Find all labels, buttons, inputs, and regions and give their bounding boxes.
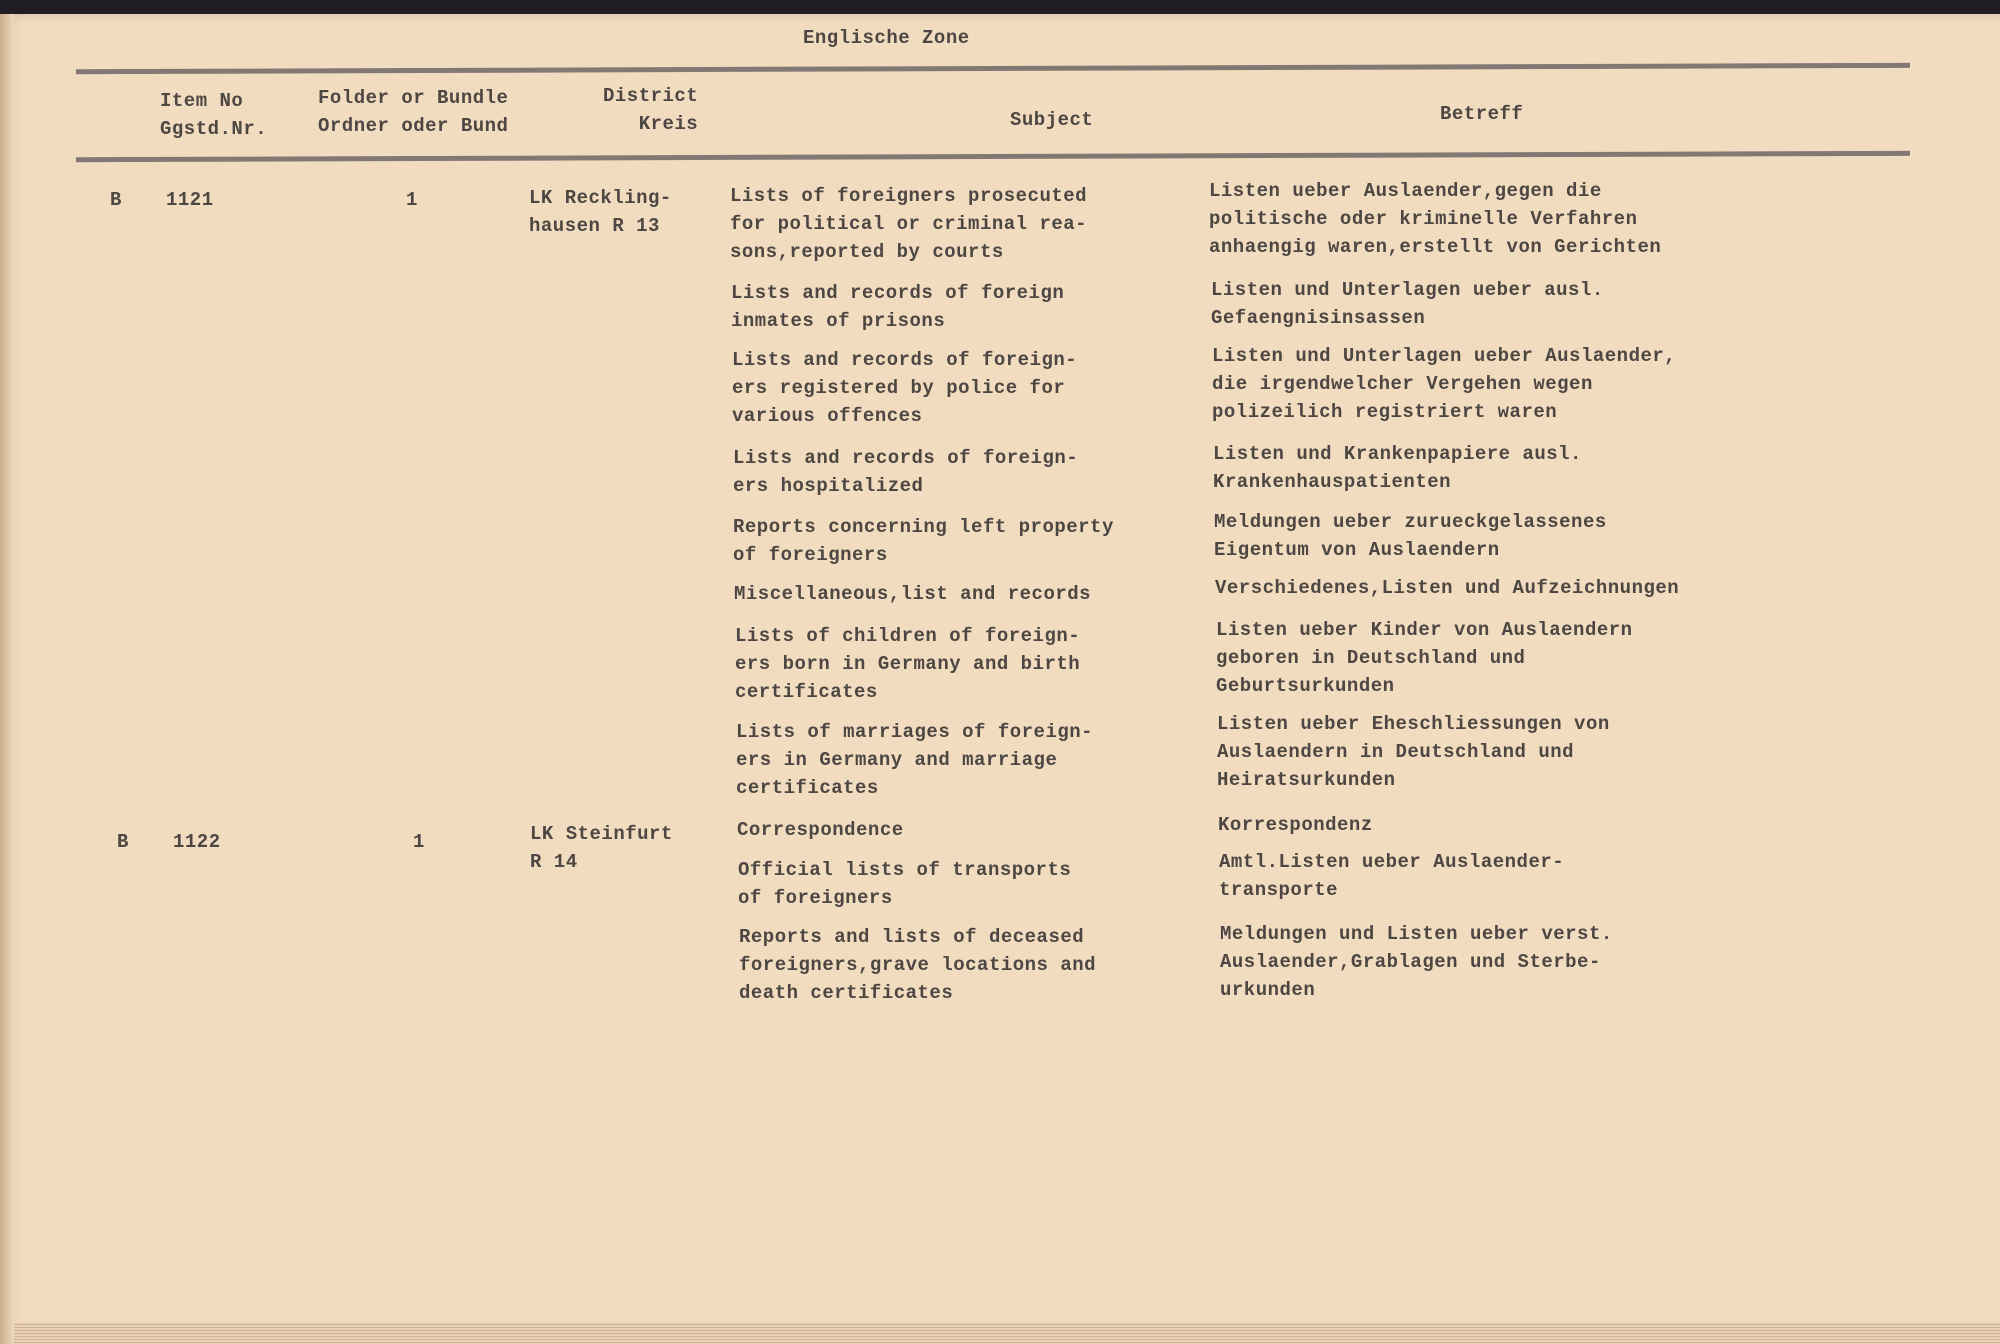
betreff-entry: Amtl.Listen ueber Auslaender- transporte <box>1219 851 1565 901</box>
item-number: 1121 <box>166 189 214 211</box>
subject-entry: Miscellaneous,list and records <box>734 583 1092 605</box>
district: LK Reckling- hausen R 13 <box>529 187 672 237</box>
header-item-no: Item No Ggstd.Nr. <box>160 90 268 140</box>
header-bottom-rule <box>76 151 1910 162</box>
betreff-entry: Listen ueber Kinder von Auslaendern geboren in Deutschland und Geburtsurkunden <box>1216 619 1633 697</box>
betreff-entry: Meldungen ueber zurueckgelassenes Eigentum von Auslaendern <box>1214 511 1607 561</box>
item-prefix: B <box>117 831 129 853</box>
header-top-rule <box>76 63 1910 74</box>
subject-entry: Official lists of transports of foreigners <box>738 859 1072 909</box>
subject-entry: Lists of foreigners prosecuted for political or criminal rea- sons,reported by courts <box>730 185 1088 263</box>
header-subject: Subject <box>1010 109 1094 131</box>
betreff-entry: Korrespondenz <box>1218 814 1373 836</box>
subject-entry: Lists of children of foreign- ers born in Germany and birth certificates <box>735 625 1081 703</box>
betreff-entry: Listen ueber Auslaender,gegen die politische oder kriminelle Verfahren anhaengig waren,erstellt von Gerichten <box>1209 180 1662 258</box>
subject-entry: Correspondence <box>737 819 904 841</box>
document-page <box>0 14 2000 1344</box>
subject-entry: Lists and records of foreign- ers hospitalized <box>733 447 1079 497</box>
header-betreff: Betreff <box>1440 103 1524 125</box>
item-prefix: B <box>110 189 122 211</box>
betreff-entry: Verschiedenes,Listen und Aufzeichnungen <box>1215 577 1680 599</box>
betreff-entry: Listen ueber Eheschliessungen von Auslaendern in Deutschland und Heiratsurkunden <box>1217 713 1610 791</box>
subject-entry: Reports concerning left property of foreigners <box>733 516 1114 566</box>
subject-entry: Reports and lists of deceased foreigners,grave locations and death certificates <box>739 926 1097 1004</box>
header-district: District Kreis <box>603 85 699 135</box>
betreff-entry: Listen und Unterlagen ueber ausl. Gefaengnisinsassen <box>1211 279 1604 329</box>
folder-number: 1 <box>406 189 418 211</box>
betreff-entry: Listen und Unterlagen ueber Auslaender, die irgendwelcher Vergehen wegen polizeilich registriert waren <box>1212 345 1677 423</box>
betreff-entry: Listen und Krankenpapiere ausl. Krankenhauspatienten <box>1213 443 1582 493</box>
header-folder: Folder or Bundle Ordner oder Bund <box>318 87 509 137</box>
subject-entry: Lists and records of foreign inmates of prisons <box>731 282 1065 332</box>
folder-number: 1 <box>413 831 425 853</box>
subject-entry: Lists and records of foreign- ers registered by police for various offences <box>732 349 1078 427</box>
district: LK Steinfurt R 14 <box>530 823 673 873</box>
item-number: 1122 <box>173 831 221 853</box>
page-stack-edge <box>14 1322 2000 1344</box>
zone-title: Englische Zone <box>803 27 970 49</box>
subject-entry: Lists of marriages of foreign- ers in Germany and marriage certificates <box>736 721 1094 799</box>
betreff-entry: Meldungen und Listen ueber verst. Auslaender,Grablagen und Sterbe- urkunden <box>1220 923 1613 1001</box>
